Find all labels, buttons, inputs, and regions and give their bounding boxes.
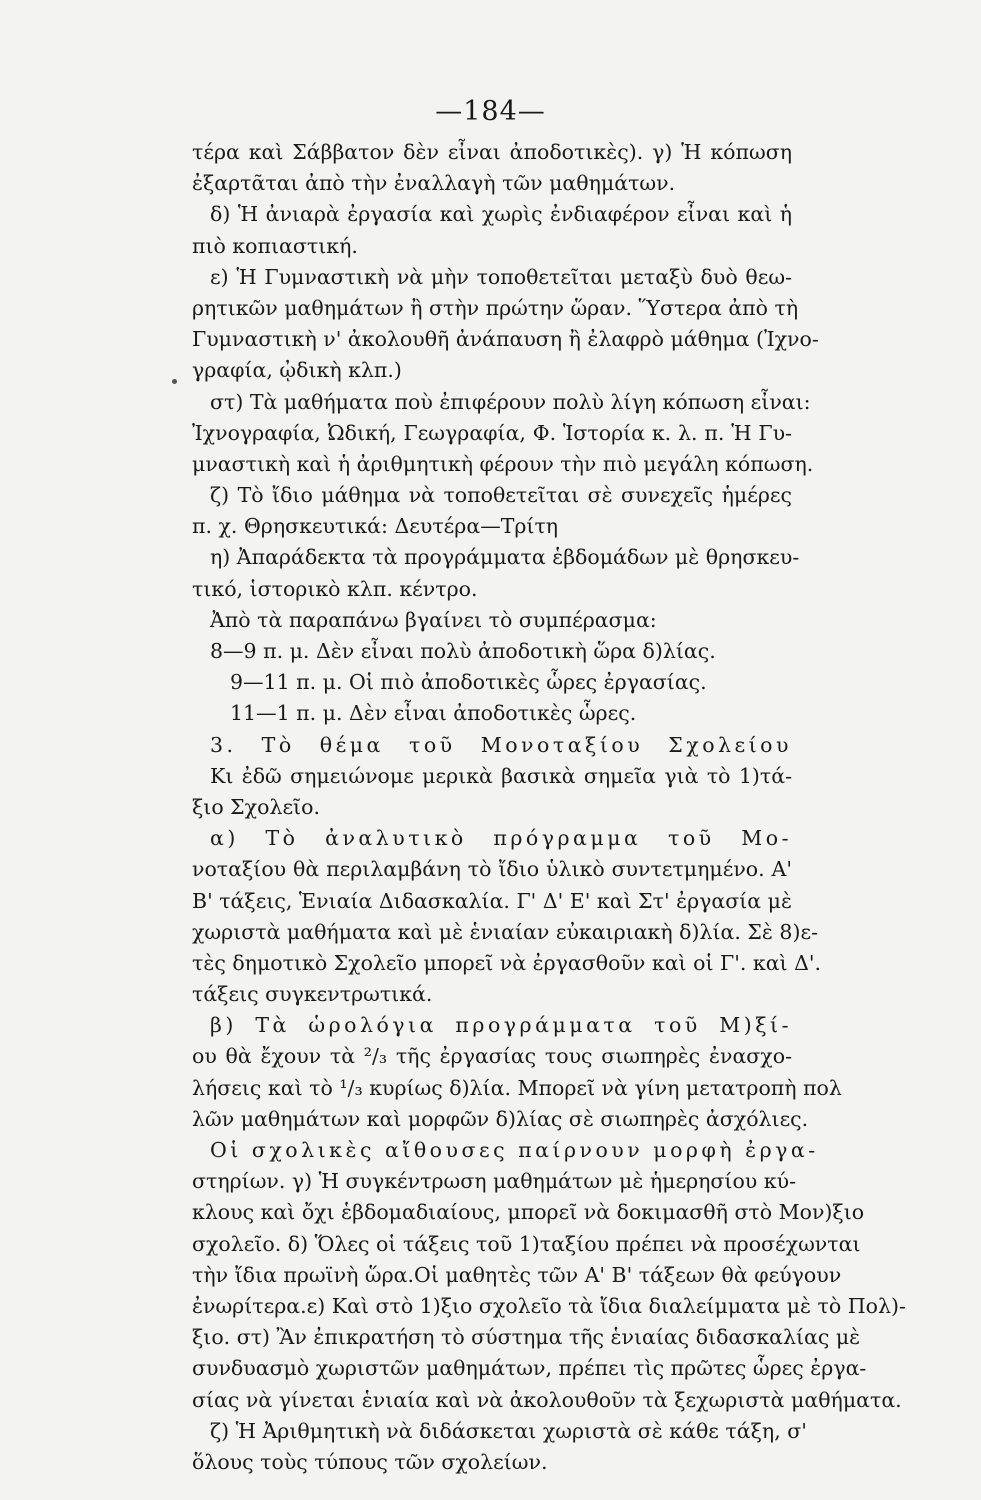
text-line: τάξεις συγκεντρωτικά. xyxy=(192,982,433,1007)
text-line: στηρίων. γ) Ἡ συγκέντρωση μαθημάτων μὲ ἡμερησίου κύ- xyxy=(192,1169,796,1194)
text-line: ἐξαρτᾶται ἀπὸ τὴν ἐναλλαγὴ τῶν μαθημάτων. xyxy=(192,171,676,196)
text-line: ζ) Ἡ Ἀριθμητικὴ νὰ διδάσκεται χωριστὰ σὲ κάθε τάξη, σ' xyxy=(210,1418,807,1443)
text-line: α) Τὸ ἀναλυτικὸ πρόγραμμα τοῦ Μο- xyxy=(210,826,792,851)
text-line: ου θὰ ἔχουν τὰ ²/₃ τῆς ἐργασίας τους σιωπηρὲς ἐνασχο- xyxy=(192,1044,792,1069)
text-line: ζ) Τὸ ἴδιο μάθημα νὰ τοποθετεῖται σὲ συνεχεῖς ἡμέρες xyxy=(210,483,792,508)
text-line: η) Ἀπαράδεκτα τὰ προγράμματα ἑβδομάδων μὲ θρησκευ- xyxy=(210,545,800,570)
page-number: —184— xyxy=(435,96,546,127)
text-line: λήσεις καὶ τὸ ¹/₃ κυρίως δ)λία. Μπορεῖ νὰ γίνη μετατροπὴ πολ xyxy=(192,1075,842,1100)
text-line: σίας νὰ γίνεται ἑνιαία καὶ νὰ ἀκολουθοῦν τὰ ξεχωριστὰ μαθήματα. xyxy=(192,1387,902,1412)
text-line: συνδυασμὸ χωριστῶν μαθημάτων, πρέπει τὶς πρῶτες ὧρες ἐργα- xyxy=(192,1356,867,1381)
text-line: β) Τὰ ὡρολόγια προγράμματα τοῦ Μ)ξί- xyxy=(210,1013,792,1038)
text-line: 8—9 π. μ. Δὲν εἶναι πολὺ ἀποδοτικὴ ὥρα δ)λίας. xyxy=(210,639,716,663)
section-heading: 3. Τὸ θέμα τοῦ Μονοταξίου Σχολείου xyxy=(210,732,792,757)
text-line: Οἱ σχολικὲς αἴθουσες παίρνουν μορφὴ ἐργα- xyxy=(210,1138,819,1162)
text-line: ξιο. στ) Ἂν ἐπικρατήση τὸ σύστημα τῆς ἑνιαίας διδασκαλίας μὲ xyxy=(192,1325,861,1350)
text-line: πιὸ κοπιαστική. xyxy=(192,233,358,258)
text-line: Κι ἐδῶ σημειώνομε μερικὰ βασικὰ σημεῖα γιὰ τὸ 1)τά- xyxy=(210,763,792,788)
text-line: κλους καὶ ὄχι ἑβδομαδιαίους, μπορεῖ νὰ δοκιμασθῆ στὸ Μον)ξιο xyxy=(192,1200,865,1225)
text-line: π. χ. Θρησκευτικά: Δευτέρα—Τρίτη xyxy=(192,514,559,539)
text-line: ὅλους τοὺς τύπους τῶν σχολείων. xyxy=(192,1449,548,1474)
text-line: ε) Ἡ Γυμναστικὴ νὰ μὴν τοποθετεῖται μεταξὺ δυὸ θεω- xyxy=(210,264,792,289)
text-line: σχολεῖο. δ) Ὅλες οἱ τάξεις τοῦ 1)ταξίου πρέπει νὰ προσέχωνται xyxy=(192,1231,861,1256)
text-line: ξιο Σχολεῖο. xyxy=(192,794,320,819)
text-line: νοταξίου θὰ περιλαμβάνη τὸ ἴδιο ὑλικὸ συντετμημένο. Α' xyxy=(192,857,792,882)
text-line: γραφία, ᾠδικὴ κλπ.) xyxy=(192,358,402,383)
body-text xyxy=(192,137,906,1478)
text-line: Γυμναστικὴ ν' ἀκολουθῆ ἀνάπαυση ἢ ἐλαφρὸ μάθημα (Ἰχνο- xyxy=(192,327,819,352)
text-line: Ἀπὸ τὰ παραπάνω βγαίνει τὸ συμπέρασμα: xyxy=(210,607,657,632)
text-line: μναστικὴ καὶ ἡ ἀριθμητικὴ φέρουν τὴν πιὸ μεγάλη κόπωση. xyxy=(192,451,814,476)
text-line: Β' τάξεις, Ἑνιαία Διδασκαλία. Γ' Δ' Ε' καὶ Στ' ἐργασία μὲ xyxy=(192,888,792,913)
text-line: δ) Ἡ ἀνιαρὰ ἐργασία καὶ χωρὶς ἐνδιαφέρον εἶναι καὶ ἡ xyxy=(210,202,792,227)
text-line: τικό, ἱστορικὸ κλπ. κέντρο. xyxy=(192,576,478,601)
text-line: ρητικῶν μαθημάτων ἢ στὴν πρώτην ὥραν. Ὕστερα ἀπὸ τὴ xyxy=(192,295,799,320)
text-line: Ἰχνογραφία, Ὠδική, Γεωγραφία, Φ. Ἱστορία κ. λ. π. Ἡ Γυ- xyxy=(192,420,792,445)
text-line: ἐνωρίτερα.ε) Καὶ στὸ 1)ξιο σχολεῖο τὰ ἴδια διαλείμματα μὲ τὸ Πολ)- xyxy=(192,1293,906,1318)
text-line: 9—11 π. μ. Οἱ πιὸ ἀποδοτικὲς ὧρες ἐργασίας. xyxy=(230,670,707,695)
text-line: 11—1 π. μ. Δὲν εἶναι ἀποδοτικὲς ὧρες. xyxy=(230,701,637,726)
text-line: τὲς δημοτικὸ Σχολεῖο μπορεῖ νὰ ἐργασθοῦν καὶ οἱ Γ'. καὶ Δ'. xyxy=(192,950,822,975)
text-line: τέρα καὶ Σάββατον δὲν εἶναι ἀποδοτικὲς). γ) Ἡ κόπωση xyxy=(192,140,792,164)
speck-mark xyxy=(172,379,177,384)
text-line: χωριστὰ μαθήματα καὶ μὲ ἑνιαίαν εὐκαιριακὴ δ)λία. Σὲ 8)ε- xyxy=(192,919,819,944)
text-line: λῶν μαθημάτων καὶ μορφῶν δ)λίας σὲ σιωπηρὲς ἀσχόλιες. xyxy=(192,1106,809,1131)
text-line: τὴν ἴδια πρωϊνὴ ὥρα.Οἱ μαθητὲς τῶν Α' Β' τάξεων θὰ φεύγουν xyxy=(192,1262,842,1287)
text-line: στ) Τὰ μαθήματα ποὺ ἐπιφέρουν πολὺ λίγη κόπωση εἶναι: xyxy=(210,389,811,414)
